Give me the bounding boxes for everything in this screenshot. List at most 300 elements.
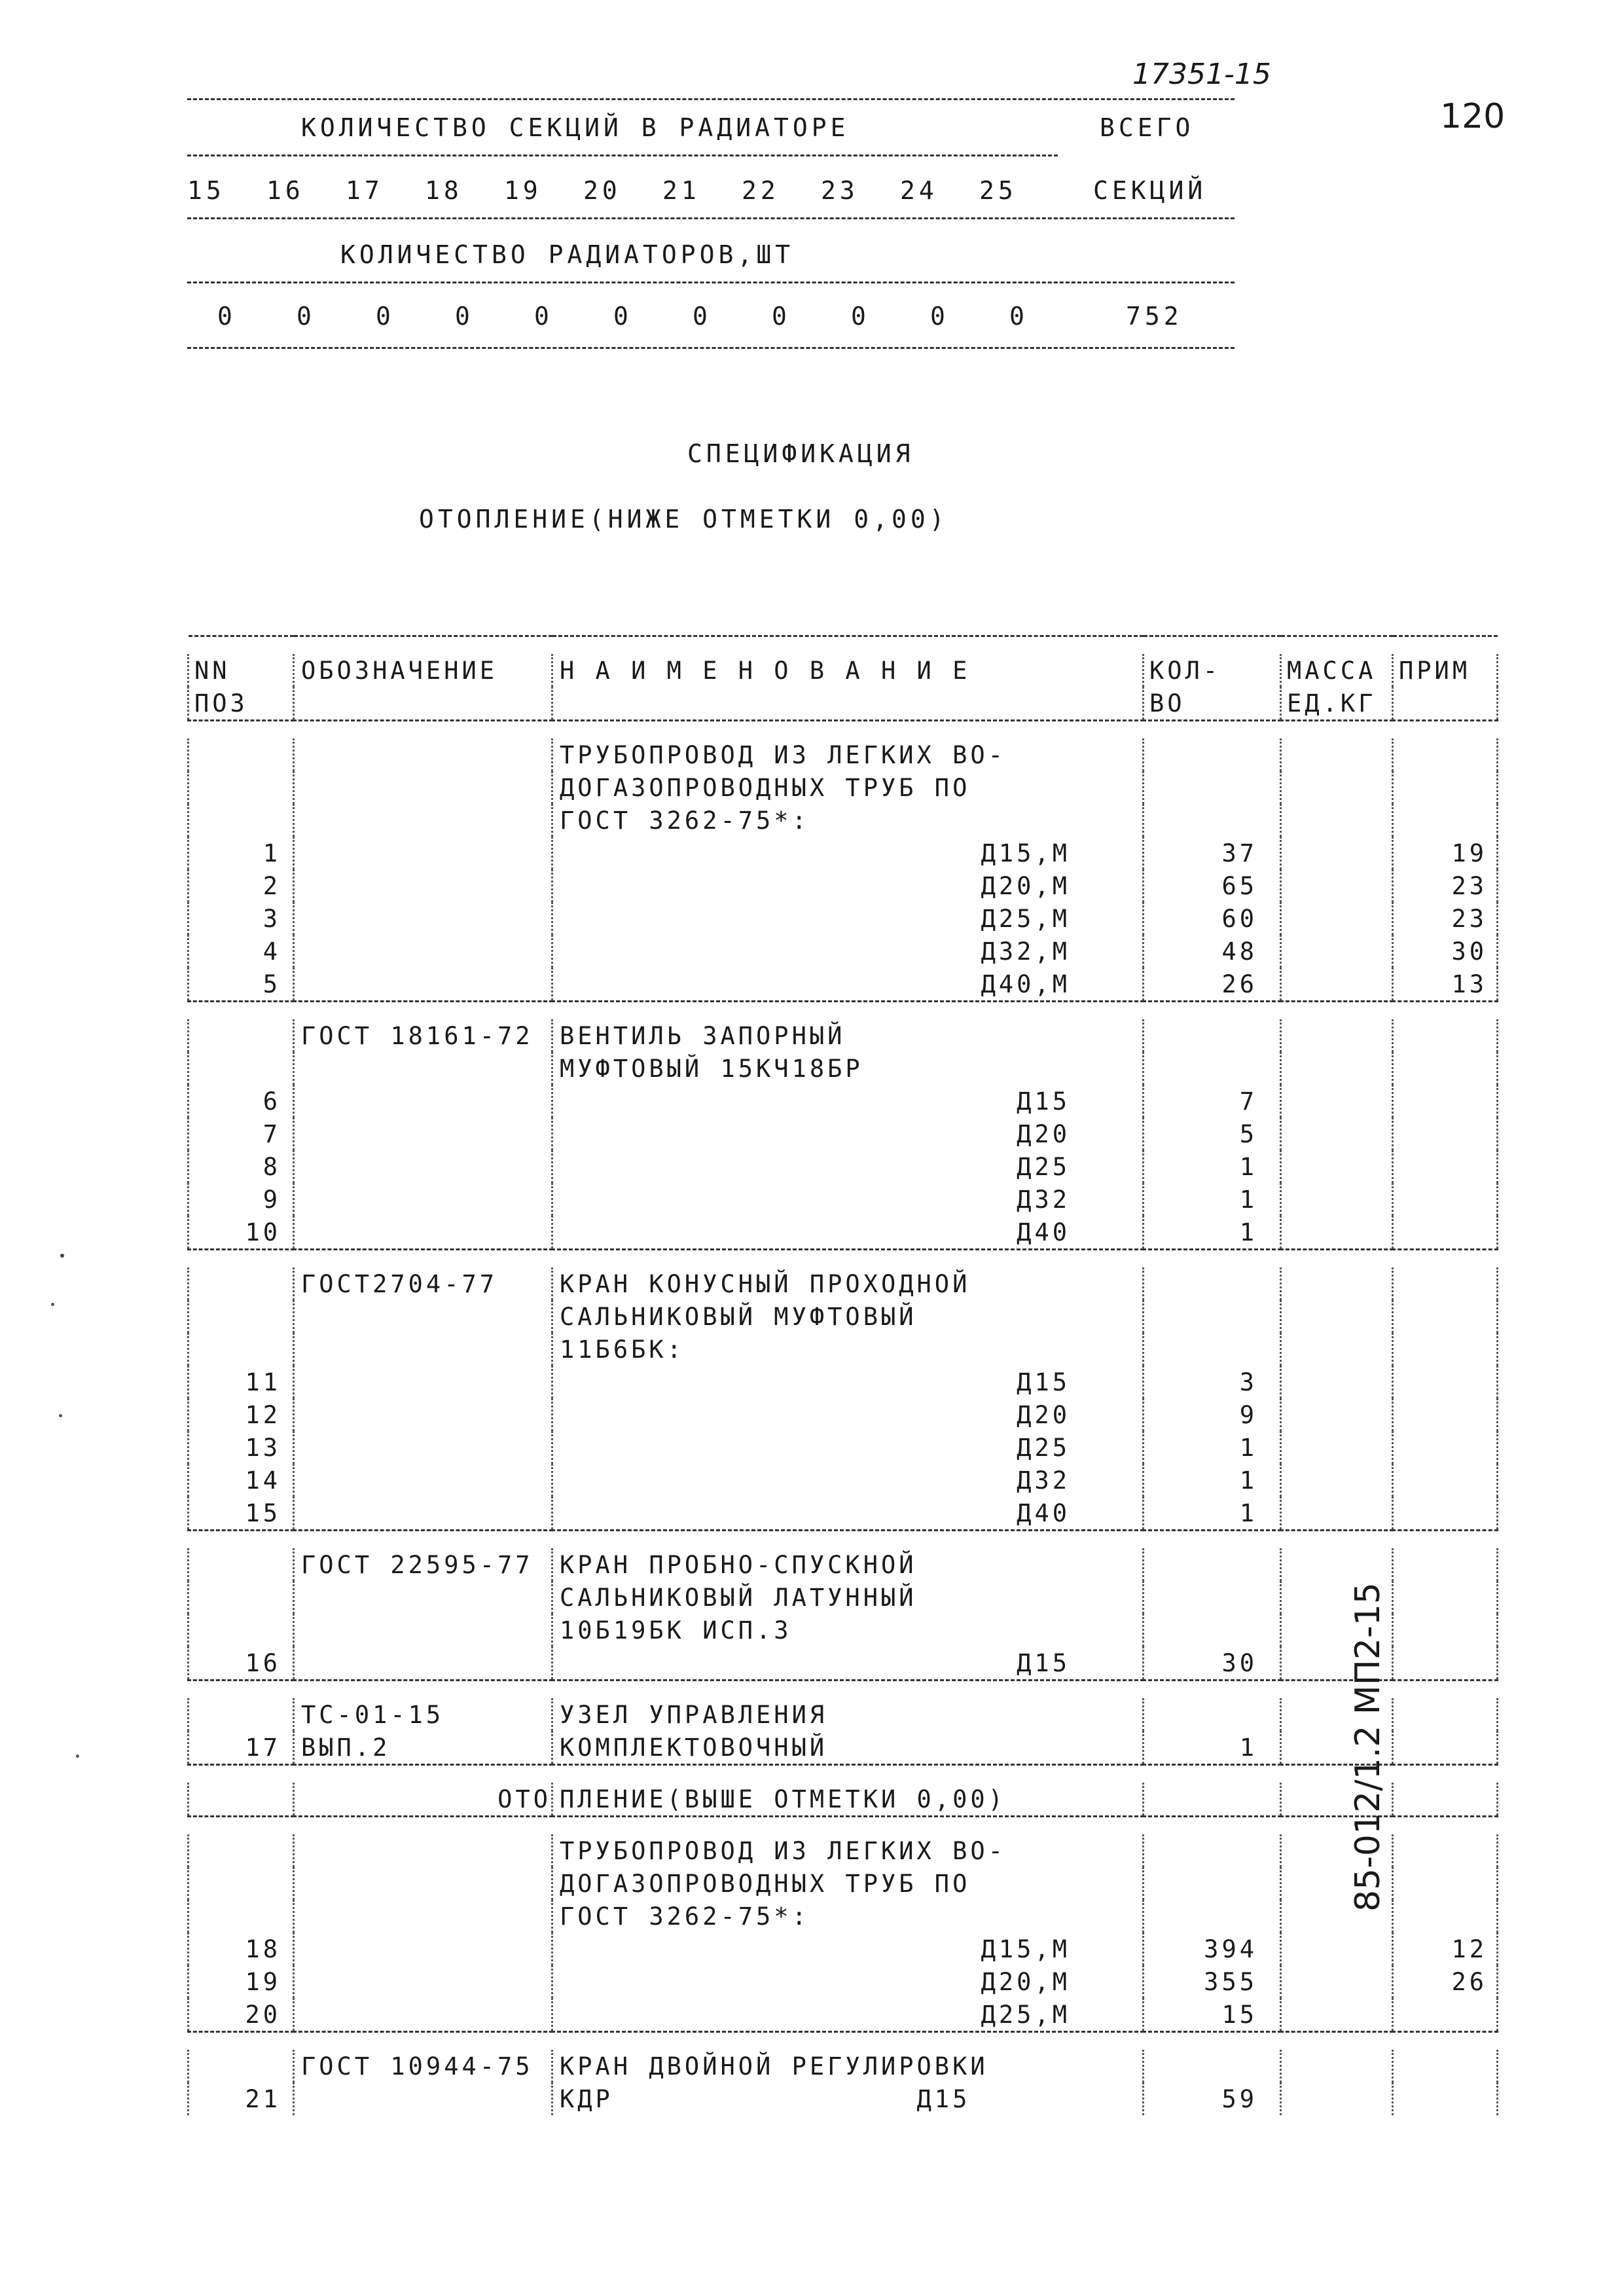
spec-row bbox=[189, 1998, 1498, 2032]
separator-row bbox=[189, 721, 1498, 739]
header-qty-2: ВО bbox=[1144, 687, 1281, 721]
quantity-cell: 60 bbox=[1144, 902, 1281, 935]
spec-row bbox=[189, 1783, 1498, 1817]
separator-row bbox=[189, 1250, 1498, 1268]
mass-cell bbox=[1281, 1052, 1393, 1085]
name-cell: ПЛЕНИЕ(ВЫШЕ ОТМЕТКИ 0,00) bbox=[552, 1783, 1144, 1817]
note-cell bbox=[1393, 1300, 1498, 1333]
designation-cell bbox=[294, 1464, 552, 1497]
section-count-header: 24 bbox=[900, 176, 938, 205]
designation-cell bbox=[294, 1867, 552, 1900]
position-cell bbox=[189, 1900, 294, 1933]
quantity-cell bbox=[1144, 1333, 1281, 1366]
mass-cell bbox=[1281, 1998, 1393, 2032]
designation-cell bbox=[294, 1398, 552, 1431]
spec-row bbox=[189, 1614, 1498, 1646]
radiator-table-title: КОЛИЧЕСТВО СЕКЦИЙ В РАДИАТОРЕ bbox=[301, 113, 850, 142]
position-cell: 19 bbox=[189, 1965, 294, 1998]
header-note: ПРИМ bbox=[1393, 654, 1498, 687]
position-cell bbox=[189, 1052, 294, 1085]
note-cell bbox=[1393, 1085, 1498, 1118]
quantity-cell bbox=[1144, 804, 1281, 837]
radiator-count-title: КОЛИЧЕСТВО РАДИАТОРОВ,ШТ bbox=[340, 240, 795, 269]
name-cell: КРАН КОНУСНЫЙ ПРОХОДНОЙ bbox=[552, 1267, 1144, 1300]
note-cell bbox=[1393, 1548, 1498, 1581]
spec-row bbox=[189, 1300, 1498, 1333]
name-cell: ТРУБОПРОВОД ИЗ ЛЕГКИХ ВО- bbox=[552, 738, 1144, 771]
spec-row bbox=[189, 1118, 1498, 1150]
mass-cell bbox=[1281, 1118, 1393, 1150]
name-cell: Д20,М bbox=[552, 1965, 1144, 1998]
position-cell: 16 bbox=[189, 1646, 294, 1681]
spec-row bbox=[189, 935, 1498, 968]
note-cell bbox=[1393, 1867, 1498, 1900]
quantity-cell bbox=[1144, 2050, 1281, 2082]
position-cell: 20 bbox=[189, 1998, 294, 2032]
position-cell bbox=[189, 1834, 294, 1867]
side-stamp: 85-012/1.2 МП2-15 bbox=[1348, 1582, 1388, 1912]
spec-row bbox=[189, 1398, 1498, 1431]
name-cell: КОМПЛЕКТОВОЧНЫЙ bbox=[552, 1731, 1144, 1765]
position-cell: 6 bbox=[189, 1085, 294, 1118]
quantity-cell: 1 bbox=[1144, 1731, 1281, 1765]
radiator-total-header: ВСЕГО bbox=[1100, 113, 1195, 142]
designation-cell bbox=[294, 1614, 552, 1646]
name-cell: САЛЬНИКОВЫЙ ЛАТУННЫЙ bbox=[552, 1581, 1144, 1614]
quantity-cell: 37 bbox=[1144, 837, 1281, 869]
name-cell: КРАН ПРОБНО-СПУСКНОЙ bbox=[552, 1548, 1144, 1581]
radiator-total-header-sections: СЕКЦИЙ bbox=[1093, 176, 1207, 205]
designation-cell bbox=[294, 738, 552, 771]
radiator-count-value: 0 bbox=[1009, 302, 1028, 331]
note-cell bbox=[1393, 1333, 1498, 1366]
quantity-cell: 30 bbox=[1144, 1646, 1281, 1681]
spec-row bbox=[189, 1834, 1498, 1867]
section-count-header: 25 bbox=[979, 176, 1017, 205]
position-cell: 9 bbox=[189, 1183, 294, 1216]
radiator-count-value: 0 bbox=[217, 302, 236, 331]
scan-mark bbox=[51, 1303, 54, 1306]
position-cell bbox=[189, 1581, 294, 1614]
name-cell: Д40 bbox=[552, 1497, 1144, 1531]
mass-cell bbox=[1281, 738, 1393, 771]
designation-cell bbox=[294, 1333, 552, 1366]
spec-row bbox=[189, 1867, 1498, 1900]
note-cell bbox=[1393, 804, 1498, 837]
quantity-cell: 15 bbox=[1144, 1998, 1281, 2032]
header-mass-2: ЕД.КГ bbox=[1281, 687, 1393, 721]
note-cell bbox=[1393, 1150, 1498, 1183]
designation-cell: ГОСТ 22595-77 bbox=[294, 1548, 552, 1581]
mass-cell bbox=[1281, 1216, 1393, 1250]
note-cell: 23 bbox=[1393, 902, 1498, 935]
position-cell bbox=[189, 1614, 294, 1646]
mass-cell bbox=[1281, 869, 1393, 902]
quantity-cell bbox=[1144, 1900, 1281, 1933]
designation-cell bbox=[294, 1581, 552, 1614]
designation-cell: ТС-01-15 bbox=[294, 1698, 552, 1731]
spec-row bbox=[189, 1581, 1498, 1614]
spec-row bbox=[189, 1464, 1498, 1497]
counts-row bbox=[187, 300, 1058, 333]
designation-cell bbox=[294, 1052, 552, 1085]
radiator-count-value: 0 bbox=[297, 302, 316, 331]
mass-cell bbox=[1281, 2082, 1393, 2115]
spec-row bbox=[189, 1731, 1498, 1765]
position-cell: 3 bbox=[189, 902, 294, 935]
handwritten-document-number: 17351-15 bbox=[1132, 58, 1271, 91]
designation-cell: ВЫП.2 bbox=[294, 1731, 552, 1765]
spec-row bbox=[189, 1183, 1498, 1216]
name-cell: Д15 bbox=[552, 1646, 1144, 1681]
sections-row bbox=[187, 174, 1058, 207]
header-pos: NN bbox=[189, 654, 294, 687]
note-cell bbox=[1393, 1267, 1498, 1300]
quantity-cell bbox=[1144, 1867, 1281, 1900]
note-cell: 23 bbox=[1393, 869, 1498, 902]
position-cell: 21 bbox=[189, 2082, 294, 2115]
name-cell: Д25,М bbox=[552, 1998, 1144, 2032]
name-cell: МУФТОВЫЙ 15КЧ18БР bbox=[552, 1052, 1144, 1085]
designation-cell bbox=[294, 1497, 552, 1531]
position-cell: 1 bbox=[189, 837, 294, 869]
spec-row bbox=[189, 2050, 1498, 2082]
scan-mark bbox=[76, 1754, 79, 1758]
spec-subtitle: ОТОПЛЕНИЕ(НИЖЕ ОТМЕТКИ 0,00) bbox=[419, 505, 948, 534]
mass-cell bbox=[1281, 1965, 1393, 1998]
header-mass: МАССА bbox=[1281, 654, 1393, 687]
designation-cell bbox=[294, 1118, 552, 1150]
scan-mark bbox=[60, 1254, 64, 1258]
spec-title: СПЕЦИФИКАЦИЯ bbox=[687, 439, 914, 468]
radiator-count-value: 0 bbox=[455, 302, 474, 331]
spec-row bbox=[189, 738, 1498, 771]
name-cell: ДОГАЗОПРОВОДНЫХ ТРУБ ПО bbox=[552, 1867, 1144, 1900]
quantity-cell bbox=[1144, 771, 1281, 804]
position-cell bbox=[189, 1300, 294, 1333]
quantity-cell: 1 bbox=[1144, 1216, 1281, 1250]
quantity-cell bbox=[1144, 1548, 1281, 1581]
spec-row bbox=[189, 1019, 1498, 1052]
position-cell: 7 bbox=[189, 1118, 294, 1150]
designation-cell bbox=[294, 1150, 552, 1183]
mass-cell bbox=[1281, 1150, 1393, 1183]
designation-cell bbox=[294, 1834, 552, 1867]
quantity-cell: 1 bbox=[1144, 1497, 1281, 1531]
name-cell: Д25 bbox=[552, 1431, 1144, 1464]
note-cell bbox=[1393, 1834, 1498, 1867]
position-cell: 8 bbox=[189, 1150, 294, 1183]
designation-cell bbox=[294, 1646, 552, 1681]
quantity-cell: 26 bbox=[1144, 968, 1281, 1002]
designation-cell bbox=[294, 1366, 552, 1398]
mass-cell bbox=[1281, 1497, 1393, 1531]
name-cell: Д32 bbox=[552, 1464, 1144, 1497]
spec-row bbox=[189, 1052, 1498, 1085]
mass-cell bbox=[1281, 1267, 1393, 1300]
designation-cell: ГОСТ2704-77 bbox=[294, 1267, 552, 1300]
position-cell: 12 bbox=[189, 1398, 294, 1431]
mass-cell bbox=[1281, 1085, 1393, 1118]
note-cell bbox=[1393, 1581, 1498, 1614]
section-count-header: 20 bbox=[583, 176, 621, 205]
radiator-count-value: 0 bbox=[930, 302, 949, 331]
note-cell bbox=[1393, 1497, 1498, 1531]
quantity-cell: 7 bbox=[1144, 1085, 1281, 1118]
position-cell: 15 bbox=[189, 1497, 294, 1531]
spec-row bbox=[189, 1267, 1498, 1300]
spec-row bbox=[189, 804, 1498, 837]
page-number: 120 bbox=[1440, 97, 1506, 136]
note-cell bbox=[1393, 1431, 1498, 1464]
radiator-total-value: 752 bbox=[1126, 302, 1183, 331]
mass-cell bbox=[1281, 902, 1393, 935]
note-cell: 19 bbox=[1393, 837, 1498, 869]
quantity-cell: 1 bbox=[1144, 1183, 1281, 1216]
spec-row bbox=[189, 1900, 1498, 1933]
quantity-cell bbox=[1144, 1834, 1281, 1867]
spec-row bbox=[189, 1548, 1498, 1581]
position-cell: 2 bbox=[189, 869, 294, 902]
name-cell: Д32 bbox=[552, 1183, 1144, 1216]
note-cell bbox=[1393, 771, 1498, 804]
name-cell: 10Б19БК ИСП.3 bbox=[552, 1614, 1144, 1646]
radiator-count-value: 0 bbox=[534, 302, 553, 331]
separator-row bbox=[189, 2032, 1498, 2050]
quantity-cell: 394 bbox=[1144, 1933, 1281, 1965]
note-cell bbox=[1393, 1398, 1498, 1431]
spec-row bbox=[189, 837, 1498, 869]
spec-row bbox=[189, 1933, 1498, 1965]
name-cell: Д15 bbox=[552, 1366, 1144, 1398]
quantity-cell: 5 bbox=[1144, 1118, 1281, 1150]
section-count-header: 18 bbox=[425, 176, 463, 205]
name-cell: ДОГАЗОПРОВОДНЫХ ТРУБ ПО bbox=[552, 771, 1144, 804]
designation-cell: ОТО bbox=[294, 1783, 552, 1817]
designation-cell: ГОСТ 10944-75 bbox=[294, 2050, 552, 2082]
position-cell: 10 bbox=[189, 1216, 294, 1250]
radiator-count-value: 0 bbox=[613, 302, 632, 331]
scan-mark bbox=[59, 1414, 62, 1417]
mass-cell bbox=[1281, 1431, 1393, 1464]
name-cell: Д25 bbox=[552, 1150, 1144, 1183]
name-cell: КРАН ДВОЙНОЙ РЕГУЛИРОВКИ bbox=[552, 2050, 1144, 2082]
note-cell bbox=[1393, 2050, 1498, 2082]
quantity-cell: 1 bbox=[1144, 1464, 1281, 1497]
spec-header-row-1 bbox=[189, 654, 1498, 687]
name-cell: ГОСТ 3262-75*: bbox=[552, 1900, 1144, 1933]
spec-header-row-2 bbox=[189, 687, 1498, 721]
designation-cell bbox=[294, 771, 552, 804]
spec-row bbox=[189, 869, 1498, 902]
position-cell bbox=[189, 771, 294, 804]
name-cell: ВЕНТИЛЬ ЗАПОРНЫЙ bbox=[552, 1019, 1144, 1052]
specification-table bbox=[187, 635, 1498, 2115]
designation-cell bbox=[294, 1300, 552, 1333]
note-cell bbox=[1393, 1698, 1498, 1731]
designation-cell bbox=[294, 837, 552, 869]
section-count-header: 15 bbox=[187, 176, 225, 205]
note-cell bbox=[1393, 1731, 1498, 1765]
note-cell bbox=[1393, 1216, 1498, 1250]
name-cell: Д40,М bbox=[552, 968, 1144, 1002]
name-cell: Д20 bbox=[552, 1398, 1144, 1431]
note-cell: 26 bbox=[1393, 1965, 1498, 1998]
spec-row bbox=[189, 1431, 1498, 1464]
note-cell bbox=[1393, 1118, 1498, 1150]
header-pos-2: ПОЗ bbox=[189, 687, 294, 721]
radiator-count-value: 0 bbox=[772, 302, 791, 331]
designation-cell bbox=[294, 1933, 552, 1965]
mass-cell bbox=[1281, 1300, 1393, 1333]
position-cell bbox=[189, 2050, 294, 2082]
position-cell: 11 bbox=[189, 1366, 294, 1398]
position-cell: 14 bbox=[189, 1464, 294, 1497]
position-cell bbox=[189, 1698, 294, 1731]
name-cell: ГОСТ 3262-75*: bbox=[552, 804, 1144, 837]
name-cell: УЗЕЛ УПРАВЛЕНИЯ bbox=[552, 1698, 1144, 1731]
position-cell bbox=[189, 1333, 294, 1366]
separator-row bbox=[189, 1765, 1498, 1783]
mass-cell bbox=[1281, 968, 1393, 1002]
spec-row bbox=[189, 1497, 1498, 1531]
mass-cell bbox=[1281, 771, 1393, 804]
designation-cell bbox=[294, 968, 552, 1002]
note-cell bbox=[1393, 1183, 1498, 1216]
note-cell: 12 bbox=[1393, 1933, 1498, 1965]
name-cell: Д15,М bbox=[552, 837, 1144, 869]
designation-cell bbox=[294, 1998, 552, 2032]
quantity-cell: 65 bbox=[1144, 869, 1281, 902]
name-cell: ТРУБОПРОВОД ИЗ ЛЕГКИХ ВО- bbox=[552, 1834, 1144, 1867]
note-cell bbox=[1393, 1614, 1498, 1646]
designation-cell bbox=[294, 1085, 552, 1118]
mass-cell bbox=[1281, 1464, 1393, 1497]
mass-cell bbox=[1281, 935, 1393, 968]
spec-row bbox=[189, 1698, 1498, 1731]
designation-cell bbox=[294, 804, 552, 837]
name-cell: Д15,М bbox=[552, 1933, 1144, 1965]
section-count-header: 16 bbox=[266, 176, 304, 205]
section-count-header: 21 bbox=[662, 176, 700, 205]
designation-cell bbox=[294, 1216, 552, 1250]
quantity-cell bbox=[1144, 1300, 1281, 1333]
separator-row bbox=[189, 1002, 1498, 1020]
spec-row bbox=[189, 1965, 1498, 1998]
spec-row bbox=[189, 1646, 1498, 1681]
quantity-cell bbox=[1144, 1783, 1281, 1817]
spec-row bbox=[189, 1333, 1498, 1366]
spec-row bbox=[189, 771, 1498, 804]
spec-row bbox=[189, 902, 1498, 935]
note-cell bbox=[1393, 1783, 1498, 1817]
designation-cell bbox=[294, 1900, 552, 1933]
quantity-cell bbox=[1144, 1581, 1281, 1614]
quantity-cell: 1 bbox=[1144, 1431, 1281, 1464]
radiator-count-value: 0 bbox=[693, 302, 712, 331]
section-count-header: 17 bbox=[346, 176, 384, 205]
name-cell: САЛЬНИКОВЫЙ МУФТОВЫЙ bbox=[552, 1300, 1144, 1333]
position-cell bbox=[189, 1019, 294, 1052]
header-qty: КОЛ- bbox=[1144, 654, 1281, 687]
quantity-cell bbox=[1144, 1698, 1281, 1731]
position-cell: 4 bbox=[189, 935, 294, 968]
spec-row bbox=[189, 1085, 1498, 1118]
name-cell: Д32,М bbox=[552, 935, 1144, 968]
quantity-cell: 9 bbox=[1144, 1398, 1281, 1431]
name-cell: Д20 bbox=[552, 1118, 1144, 1150]
note-cell bbox=[1393, 738, 1498, 771]
position-cell: 5 bbox=[189, 968, 294, 1002]
note-cell bbox=[1393, 2082, 1498, 2115]
designation-cell bbox=[294, 2082, 552, 2115]
quantity-cell: 48 bbox=[1144, 935, 1281, 968]
quantity-cell: 59 bbox=[1144, 2082, 1281, 2115]
name-cell: Д25,М bbox=[552, 902, 1144, 935]
mass-cell bbox=[1281, 1548, 1393, 1581]
separator-row bbox=[189, 1531, 1498, 1549]
separator-row bbox=[189, 1681, 1498, 1699]
note-cell bbox=[1393, 1366, 1498, 1398]
note-cell: 30 bbox=[1393, 935, 1498, 968]
radiator-count-value: 0 bbox=[851, 302, 870, 331]
position-cell bbox=[189, 1783, 294, 1817]
note-cell bbox=[1393, 1998, 1498, 2032]
quantity-cell bbox=[1144, 1614, 1281, 1646]
section-count-header: 22 bbox=[742, 176, 780, 205]
note-cell: 13 bbox=[1393, 968, 1498, 1002]
quantity-cell bbox=[1144, 738, 1281, 771]
designation-cell bbox=[294, 869, 552, 902]
mass-cell bbox=[1281, 1366, 1393, 1398]
designation-cell bbox=[294, 1431, 552, 1464]
spec-row bbox=[189, 1366, 1498, 1398]
mass-cell bbox=[1281, 1398, 1393, 1431]
position-cell: 18 bbox=[189, 1933, 294, 1965]
section-count-header: 23 bbox=[821, 176, 859, 205]
quantity-cell bbox=[1144, 1267, 1281, 1300]
separator-row bbox=[189, 1817, 1498, 1835]
mass-cell bbox=[1281, 837, 1393, 869]
quantity-cell: 355 bbox=[1144, 1965, 1281, 1998]
quantity-cell: 1 bbox=[1144, 1150, 1281, 1183]
position-cell bbox=[189, 1548, 294, 1581]
spec-row bbox=[189, 2082, 1498, 2115]
position-cell bbox=[189, 1267, 294, 1300]
note-cell bbox=[1393, 1019, 1498, 1052]
mass-cell bbox=[1281, 1019, 1393, 1052]
header-name: Н А И М Е Н О В А Н И Е bbox=[552, 654, 1144, 687]
name-cell: КДР Д15 bbox=[552, 2082, 1144, 2115]
mass-cell bbox=[1281, 804, 1393, 837]
mass-cell bbox=[1281, 1183, 1393, 1216]
mass-cell bbox=[1281, 2050, 1393, 2082]
header-designation: ОБОЗНАЧЕНИЕ bbox=[294, 654, 552, 687]
mass-cell bbox=[1281, 1333, 1393, 1366]
spec-row bbox=[189, 1216, 1498, 1250]
designation-cell bbox=[294, 935, 552, 968]
position-cell: 17 bbox=[189, 1731, 294, 1765]
quantity-cell: 3 bbox=[1144, 1366, 1281, 1398]
mass-cell bbox=[1281, 1933, 1393, 1965]
position-cell: 13 bbox=[189, 1431, 294, 1464]
note-cell bbox=[1393, 1646, 1498, 1681]
position-cell bbox=[189, 804, 294, 837]
spec-row bbox=[189, 1150, 1498, 1183]
note-cell bbox=[1393, 1900, 1498, 1933]
name-cell: Д20,М bbox=[552, 869, 1144, 902]
designation-cell bbox=[294, 1183, 552, 1216]
